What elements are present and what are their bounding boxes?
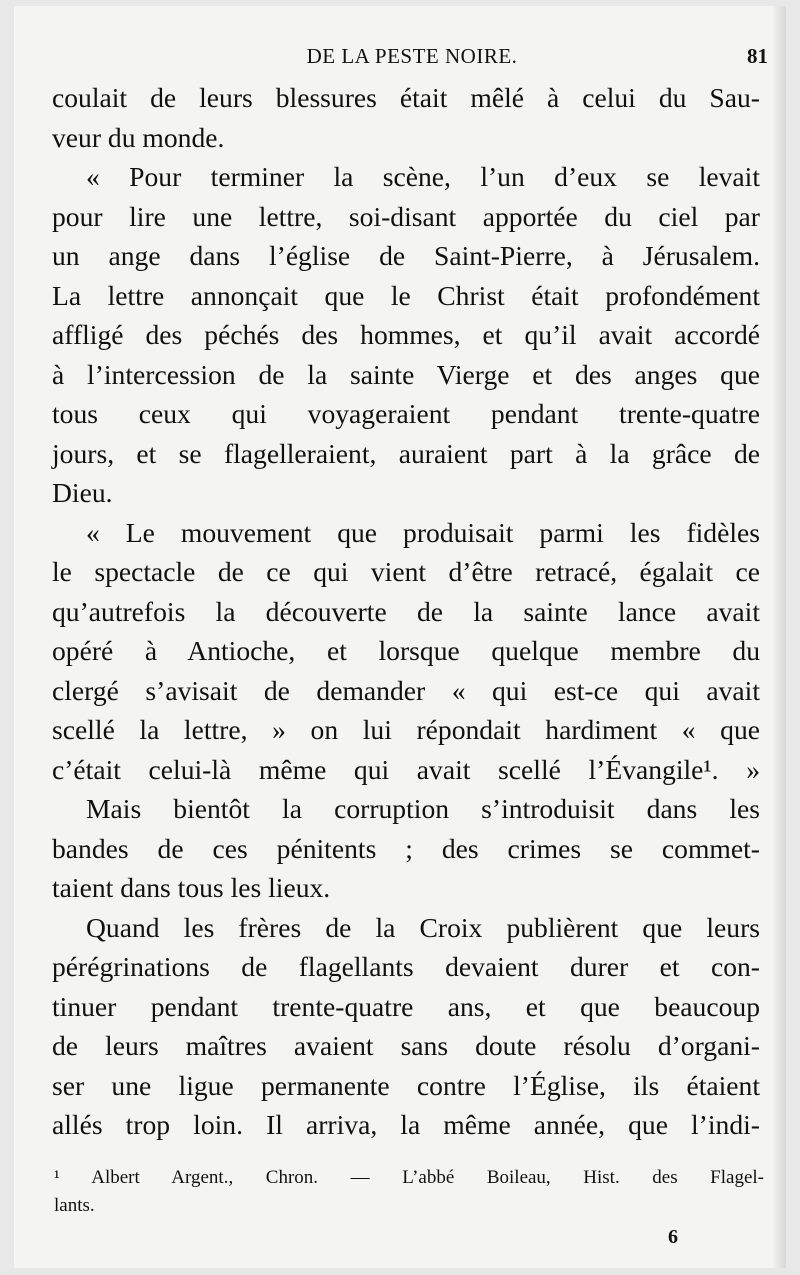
text-line: pour lire une lettre, soi-disant apportée du ciel par: [52, 200, 760, 232]
signature-mark: 6: [668, 1226, 678, 1248]
text-line: qu’autrefois la découverte de la sainte lance avait: [52, 595, 760, 627]
text-line: pérégrinations de flagellants devaient durer et con-: [52, 951, 760, 982]
text-line: à l’intercession de la sainte Vierge et des anges que: [52, 358, 760, 390]
text-line: clergé s’avisait de demander « qui est-ce qui avait: [52, 674, 760, 706]
text-line: « Pour terminer la scène, l’un d’eux se levait: [86, 161, 760, 192]
text-line: scellé la lettre, » on lui répondait hardiment « que: [52, 714, 760, 745]
text-line: bandes de ces pénitents ; des crimes se commet-: [52, 832, 760, 864]
footnote-line: lants.: [54, 1195, 95, 1216]
text-line: taient dans tous les lieux.: [52, 872, 331, 903]
text-line: Quand les frères de la Croix publièrent que leurs: [86, 911, 760, 943]
text-line: le spectacle de ce qui vient d’être retracé, égalait ce: [52, 556, 760, 587]
footnotes: [54, 1164, 764, 1220]
text-line: opéré à Antioche, et lorsque quelque membre du: [52, 635, 760, 666]
text-line: de leurs maîtres avaient sans doute résolu d’organi-: [52, 1030, 760, 1061]
text-line: Dieu.: [52, 477, 113, 508]
text-line: allés trop loin. Il arriva, la même année, que l’indi-: [52, 1109, 760, 1140]
text-line: tous ceux qui voyageraient pendant trente-quatre: [52, 398, 760, 429]
footnote-line: ¹ Albert Argent., Chron. — L’abbé Boileau, Hist. des Flagel-: [54, 1167, 764, 1188]
text-line: un ange dans l’église de Saint-Pierre, à Jérusalem.: [52, 240, 760, 271]
text-line: « Le mouvement que produisait parmi les fidèles: [86, 516, 760, 548]
text-line: coulait de leurs blessures était mêlé à celui du Sau-: [52, 82, 760, 113]
body-text: [52, 78, 760, 1145]
text-line: jours, et se flagelleraient, auraient part à la grâce de: [52, 437, 760, 469]
text-line: tinuer pendant trente-quatre ans, et que beaucoup: [52, 990, 760, 1022]
book-page: [14, 6, 786, 1268]
text-line: ser une ligue permanente contre l’Église, ils étaient: [52, 1069, 760, 1101]
page-header: [56, 44, 768, 70]
text-line: La lettre annonçait que le Christ était profondément: [52, 279, 760, 311]
text-line: affligé des péchés des hommes, et qu’il avait accordé: [52, 319, 760, 350]
page-number: 81: [747, 44, 768, 68]
text-line: c’était celui-là même qui avait scellé l’Évangile¹. »: [52, 753, 760, 785]
text-line: veur du monde.: [52, 121, 225, 153]
running-head: DE LA PESTE NOIRE.: [306, 44, 518, 68]
text-line: Mais bientôt la corruption s’introduisit dans les: [86, 793, 760, 824]
